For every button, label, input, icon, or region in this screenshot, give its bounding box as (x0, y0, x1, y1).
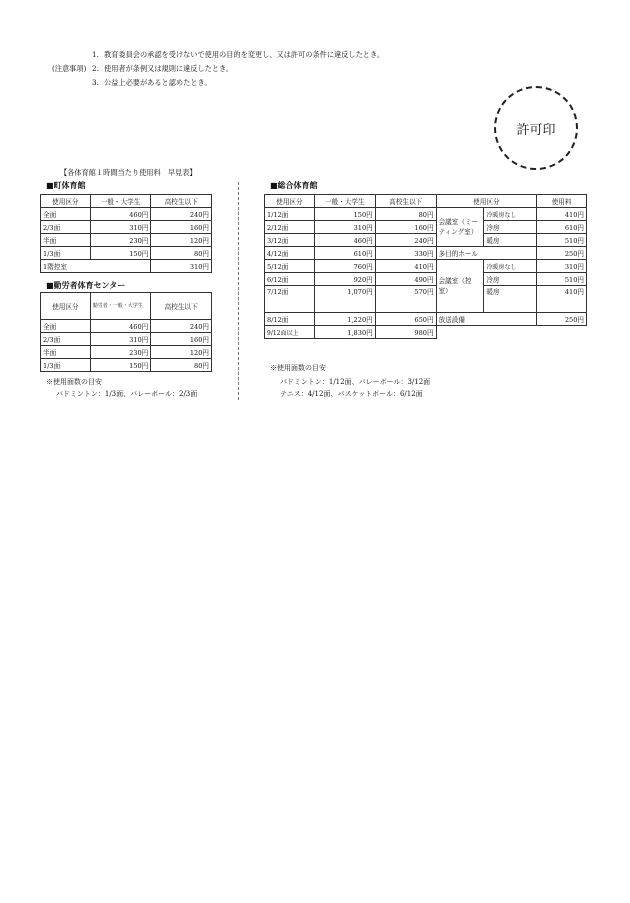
aircon-option: 冷暖房なし (484, 208, 537, 221)
table-row (41, 359, 212, 372)
cell-fee: 310円 (151, 260, 212, 273)
header-cell: 使用区分 (265, 195, 315, 208)
cell-general-fee: 230円 (90, 346, 151, 359)
cell-general-fee: 150円 (90, 247, 151, 260)
aircon-option: 冷房 (484, 273, 537, 286)
table-header-row (41, 293, 212, 320)
cell-student-fee: 80円 (375, 208, 436, 221)
note-text: 使用者が条例又は規則に違反したとき。 (104, 64, 234, 73)
note-number: 2. (92, 64, 99, 73)
table-row (265, 234, 587, 247)
table-row (265, 326, 587, 339)
cell-general-fee: 920円 (314, 273, 375, 286)
town-gym-table (40, 194, 212, 273)
cell-category: 全面 (41, 208, 91, 221)
cell-student-fee: 490円 (375, 273, 436, 286)
cell-category: 5/12面 (265, 260, 315, 273)
cell-fee: 310円 (537, 260, 587, 273)
table-row (265, 247, 587, 260)
header-cell: 使用区分 (41, 195, 91, 208)
cell-general-fee: 310円 (314, 221, 375, 234)
note-number: 1. (92, 50, 99, 59)
left-usage-note (46, 376, 197, 400)
cell-general-fee: 460円 (90, 320, 151, 333)
cell-student-fee: 160円 (151, 333, 212, 346)
header-cell: 使用区分 (436, 195, 537, 208)
notes-section (52, 48, 384, 90)
meeting-room-label: 会議室（控室） (436, 260, 484, 313)
header-cell: 勤労者・一般・大学生 (90, 293, 151, 320)
cell-fee: 410円 (537, 208, 587, 221)
cell-student-fee: 980円 (375, 326, 436, 339)
cell-category: 2/3面 (41, 333, 91, 346)
cell-category: 1/12面 (265, 208, 315, 221)
note-number: 3. (92, 78, 99, 87)
cell-fee: 510円 (537, 273, 587, 286)
usage-note-title: ※使用面数の目安 (46, 378, 102, 386)
cell-fee: 250円 (537, 313, 587, 326)
cell-category: 3/12面 (265, 234, 315, 247)
table-row (41, 234, 212, 247)
table-row (41, 320, 212, 333)
right-usage-note (270, 362, 430, 400)
multipurpose-hall-label: 多目的ホール (436, 247, 537, 260)
cell-fee: 410円 (537, 286, 587, 313)
table-header-row (265, 195, 587, 208)
cell-fee: 610円 (537, 221, 587, 234)
approval-stamp-circle (494, 86, 578, 170)
usage-note-title: ※使用面数の目安 (270, 364, 326, 372)
cell-category: 8/12面 (265, 313, 315, 326)
header-cell: 高校生以下 (375, 195, 436, 208)
workers-gym-table (40, 292, 212, 372)
cell-student-fee: 240円 (151, 208, 212, 221)
header-cell: 一般・大学生 (314, 195, 375, 208)
general-gym-table (264, 194, 587, 339)
cell-category: 6/12面 (265, 273, 315, 286)
cell-student-fee: 120円 (151, 234, 212, 247)
cell-general-fee: 230円 (90, 234, 151, 247)
table-row (41, 260, 212, 273)
cell-student-fee: 650円 (375, 313, 436, 326)
cell-student-fee: 570円 (375, 286, 436, 313)
broadcast-equipment-label: 放送設備 (436, 313, 537, 326)
cell-category: 全面 (41, 320, 91, 333)
cell-category: 半面 (41, 234, 91, 247)
stamp-label: 許可印 (516, 122, 556, 138)
aircon-option: 冷房 (484, 221, 537, 234)
cell-category: 1階控室 (41, 260, 151, 273)
cell-category: 4/12面 (265, 247, 315, 260)
header-cell: 使用区分 (41, 293, 91, 320)
cell-fee: 510円 (537, 234, 587, 247)
cell-general-fee: 1,830円 (314, 326, 375, 339)
cell-category: 2/12面 (265, 221, 315, 234)
table-row (265, 286, 587, 313)
workers-gym-title: ■勤労者体育センター (46, 280, 126, 290)
cell-student-fee: 240円 (375, 234, 436, 247)
header-cell: 高校生以下 (151, 195, 212, 208)
fee-table-heading: 【各体育館１時間当たり使用料 早見表】 (60, 168, 197, 177)
cell-category: 半面 (41, 346, 91, 359)
notes-label: (注意事項) (52, 64, 87, 73)
cell-student-fee: 160円 (375, 221, 436, 234)
cell-category: 7/12面 (265, 286, 315, 313)
table-header-row (41, 195, 212, 208)
cell-student-fee: 240円 (151, 320, 212, 333)
cell-general-fee: 310円 (90, 221, 151, 234)
table-row (265, 273, 587, 286)
aircon-option: 暖房 (484, 234, 537, 247)
aircon-option: 暖房 (484, 286, 537, 313)
cell-general-fee: 460円 (90, 208, 151, 221)
cell-student-fee: 80円 (151, 247, 212, 260)
empty-cell (436, 326, 586, 339)
table-row (265, 260, 587, 273)
cell-fee: 250円 (537, 247, 587, 260)
cell-general-fee: 1,220円 (314, 313, 375, 326)
note-text: 教育委員会の承認を受けないで使用の目的を変更し、又は許可の条件に違反したとき。 (104, 50, 385, 59)
cell-student-fee: 160円 (151, 221, 212, 234)
header-cell: 使用料 (537, 195, 587, 208)
usage-note-line: バドミントン：1/12面、バレーボール：3/12面 (280, 378, 431, 386)
cell-category: 1/3面 (41, 247, 91, 260)
header-cell: 一般・大学生 (90, 195, 151, 208)
table-row (41, 346, 212, 359)
cell-general-fee: 150円 (90, 359, 151, 372)
note-text: 公益上必要があると認めたとき。 (104, 78, 212, 87)
usage-note-line: テニス：4/12面、バスケットボール：6/12面 (280, 390, 423, 398)
table-row (41, 247, 212, 260)
table-row (41, 221, 212, 234)
town-gym-title: ■町体育館 (46, 180, 86, 190)
usage-note-text: バドミントン：1/3面、バレーボール：2/3面 (56, 390, 198, 398)
cell-student-fee: 330円 (375, 247, 436, 260)
column-divider (238, 182, 239, 400)
table-row (41, 208, 212, 221)
cell-student-fee: 410円 (375, 260, 436, 273)
cell-general-fee: 310円 (90, 333, 151, 346)
table-row (41, 333, 212, 346)
cell-general-fee: 150円 (314, 208, 375, 221)
header-cell: 高校生以下 (151, 293, 212, 320)
cell-general-fee: 760円 (314, 260, 375, 273)
cell-category: 9/12面以上 (265, 326, 315, 339)
cell-student-fee: 120円 (151, 346, 212, 359)
table-row (265, 208, 587, 221)
cell-category: 2/3面 (41, 221, 91, 234)
general-gym-title: ■総合体育館 (270, 180, 318, 190)
cell-general-fee: 1,070円 (314, 286, 375, 313)
cell-category: 1/3面 (41, 359, 91, 372)
table-row (265, 221, 587, 234)
cell-general-fee: 610円 (314, 247, 375, 260)
meeting-room-label: 会議室（ミーティング室） (436, 208, 484, 247)
table-row (265, 313, 587, 326)
aircon-option: 冷暖房なし (484, 260, 537, 273)
cell-general-fee: 460円 (314, 234, 375, 247)
cell-student-fee: 80円 (151, 359, 212, 372)
